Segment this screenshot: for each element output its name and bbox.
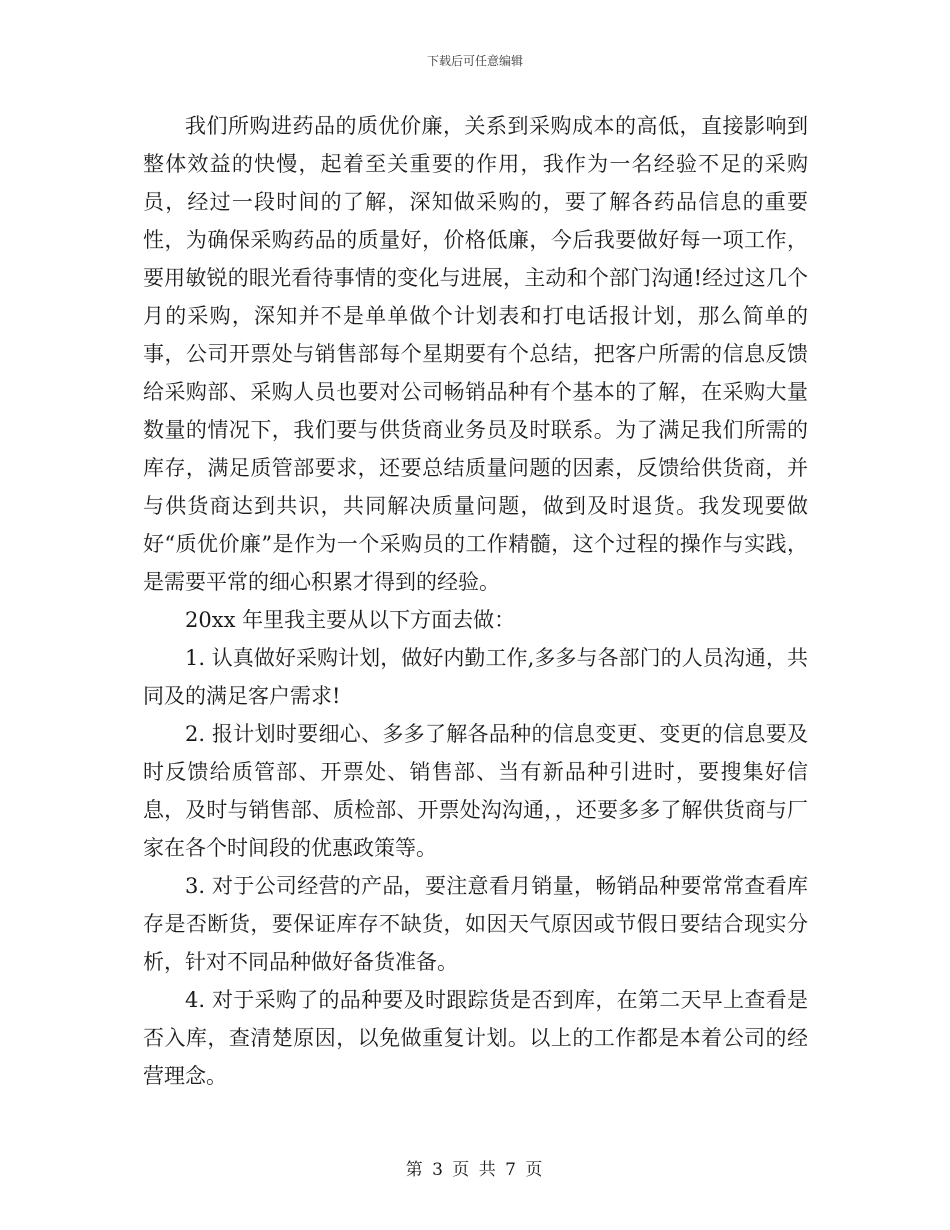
paragraph: 20xx 年里我主要从以下方面去做： — [185, 608, 516, 632]
paragraph: 我们所购进药品的质优价廉，关系到采购成本的高低，直接影响到整体效益的快慢，起着至关重要的作用，我作为一名经验不足的采购员，经过一段时间的了解，深知做采购的，要了解各药品信息的重要性，为确保采购药品的质量好，价格低廉，今后我要做好每一项工作，要用敏锐的眼光看待事情的变化与进展，主动和个部门沟通!经过这几个月的采购，深知并不是单单做个计划表和打电话报计划，那么简单的事，公司开票处与销售部每个星期要有个总结，把客户所需的信息反馈给采购部、采购人员也要对公司畅销品种有个基本的了解，在采购大量数量的情况下，我们要与供货商业务员及时联系。为了满足我们所需的库存，满足质管部要求，还要总结质量问题的因素，反馈给供货商，并与供货商达到共识，共同解决质量问题，做到及时退货。我发现要做好“质优价廉”是作为一个采购员的工作精髓，这个过程的操作与实践，是需要平常的细心积累才得到的经验。 — [143, 114, 808, 594]
document-body — [143, 107, 808, 1095]
list-item: 4. 对于采购了的品种要及时跟踪货是否到库，在第二天早上查看是否入库，查清楚原因，以免做重复计划。以上的工作都是本着公司的经营理念。 — [143, 988, 808, 1088]
list-item: 2. 报计划时要细心、多多了解各品种的信息变更、变更的信息要及时反馈给质管部、开票处、销售部、当有新品种引进时，要搜集好信息，及时与销售部、质检部、开票处沟沟通，，还要多多了解供货商与厂家在各个时间段的优惠政策等。 — [143, 722, 808, 860]
list-item: 3. 对于公司经营的产品，要注意看月销量，畅销品种要常常查看库存是否断货，要保证库存不缺货，如因天气原因或节假日要结合现实分析，针对不同品种做好备货准备。 — [143, 874, 808, 974]
page-header: 下载后可任意编辑 — [426, 54, 523, 68]
list-item: 1. 认真做好采购计划，做好内勤工作,多多与各部门的人员沟通，共同及的满足客户需求! — [143, 646, 808, 708]
page-number: 第 3 页 共 7 页 — [405, 1160, 545, 1180]
